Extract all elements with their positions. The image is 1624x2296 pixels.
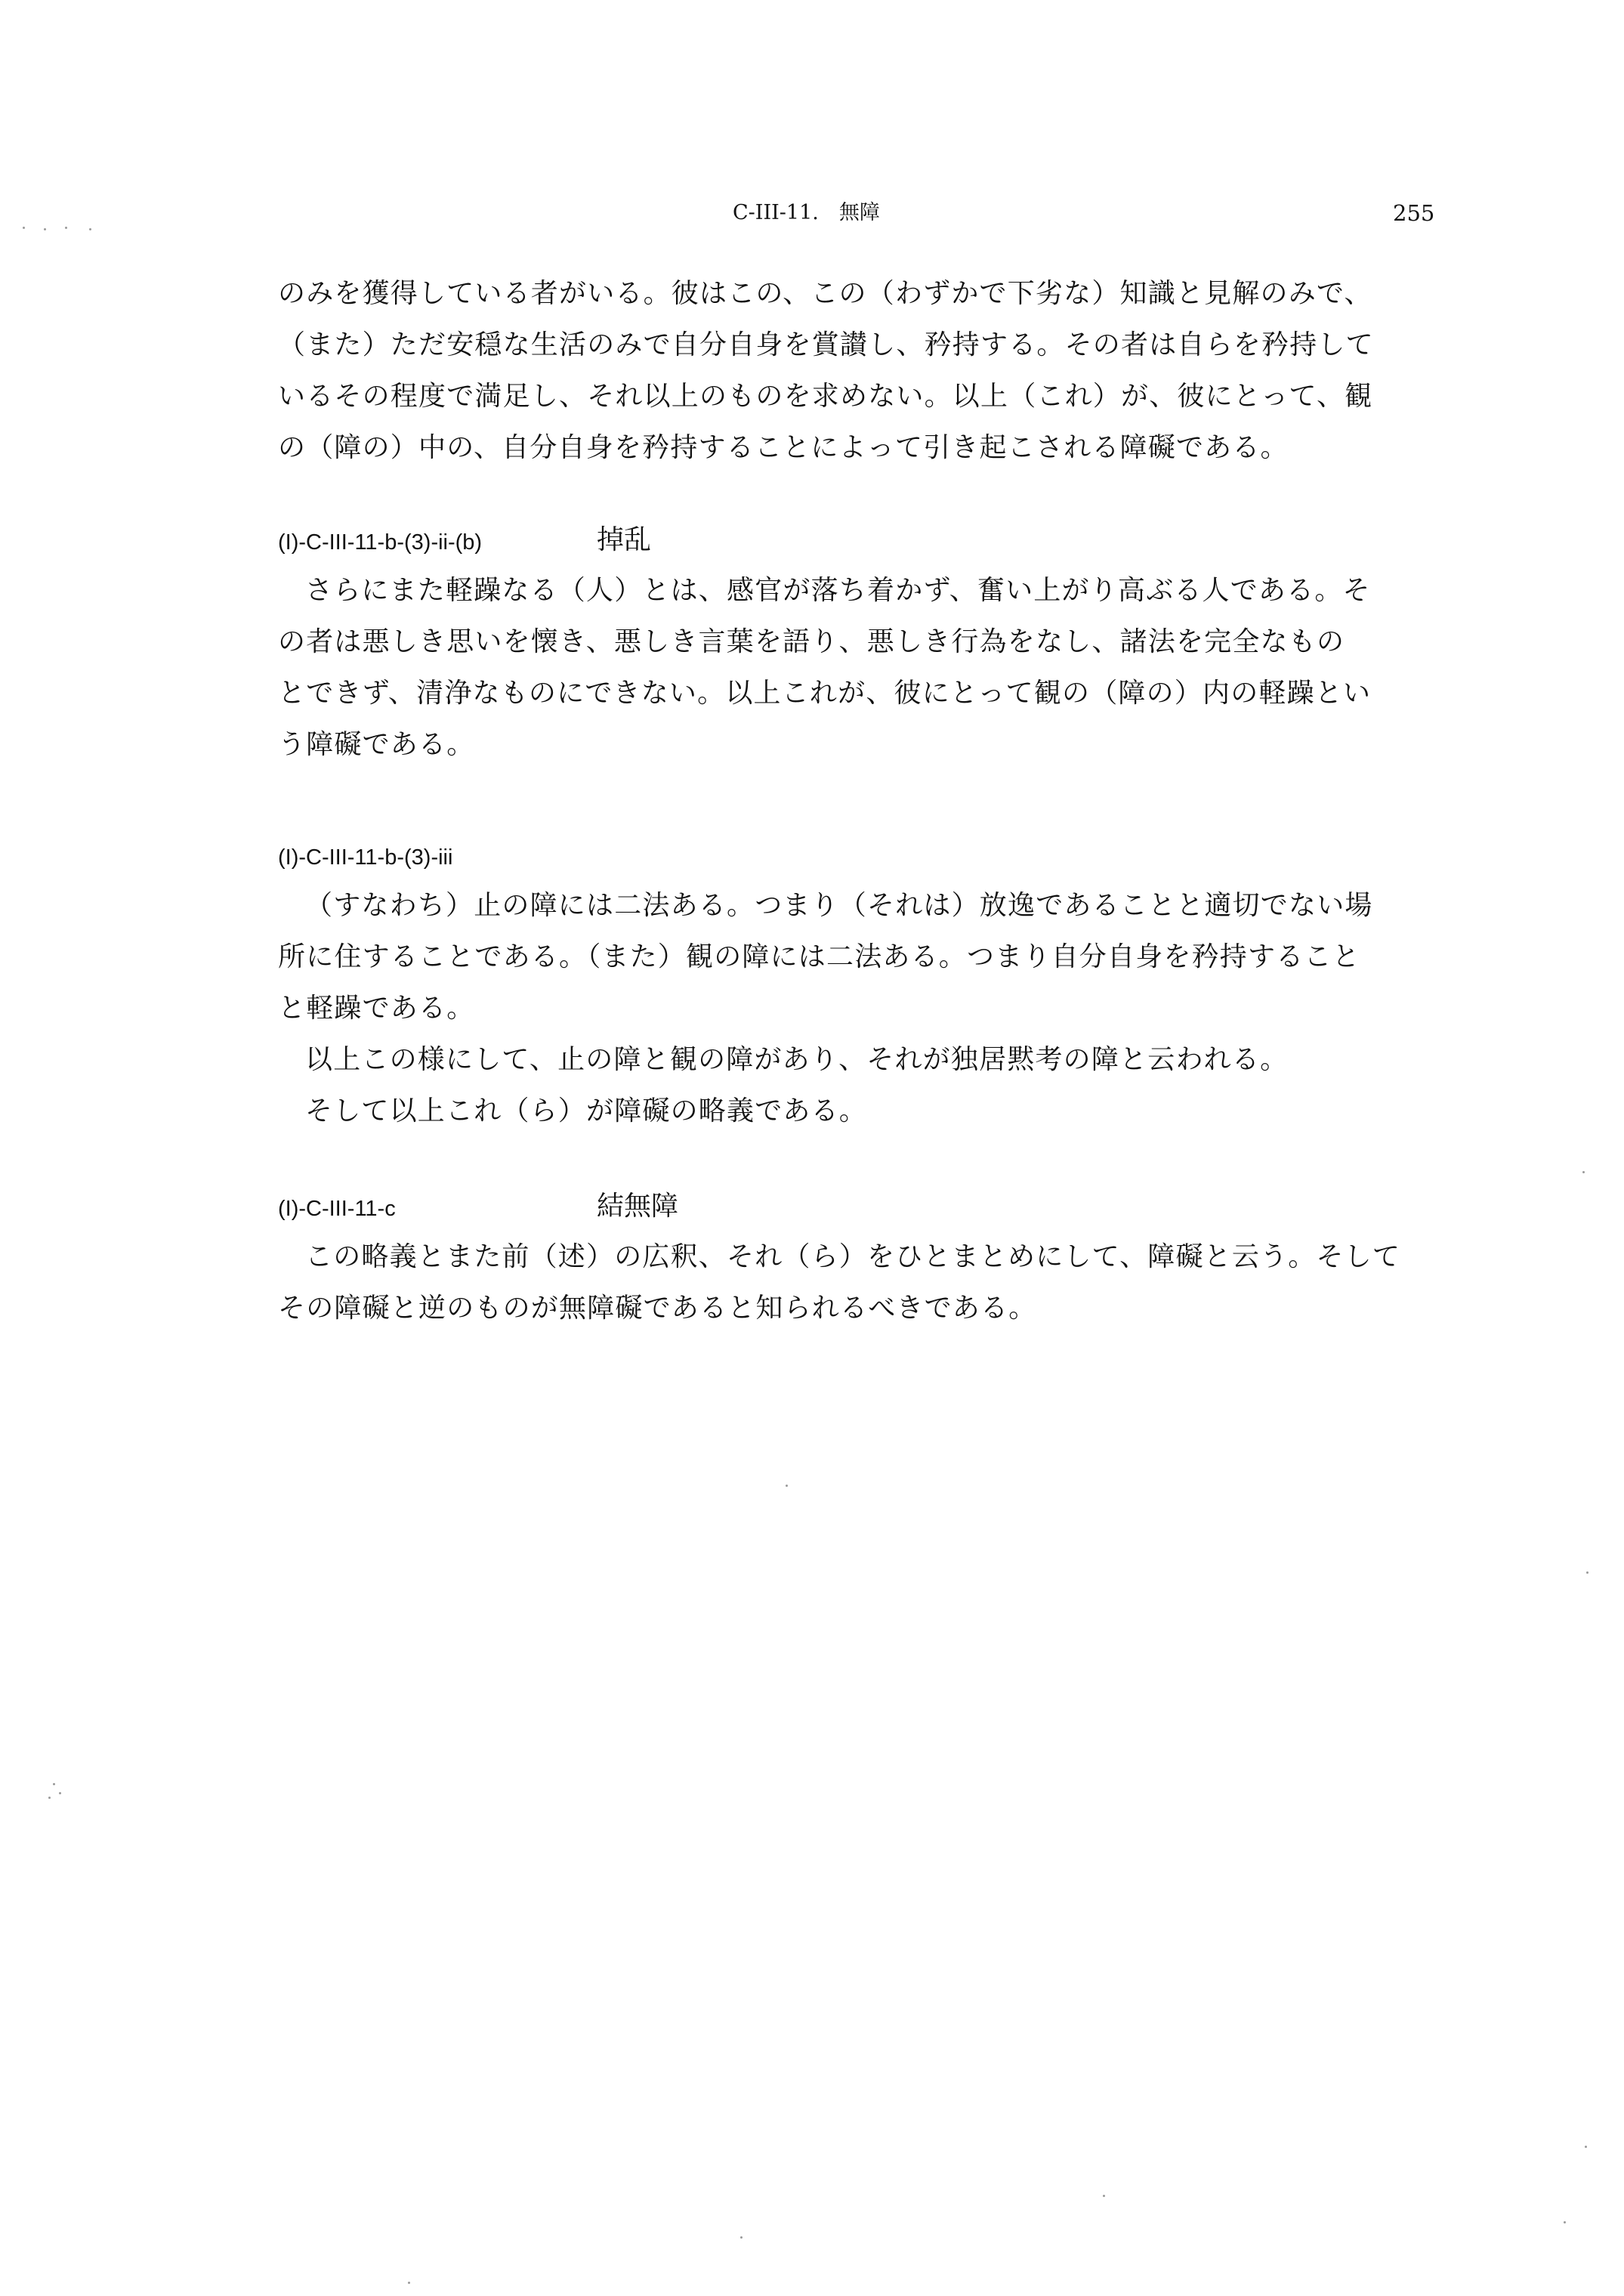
intro-paragraph	[278, 268, 1426, 474]
section-title: 結無障	[597, 1191, 679, 1222]
section-heading	[278, 835, 1426, 880]
text-line: う障礙である。	[278, 729, 475, 760]
text-line: のみを獲得している者がいる。彼はこの、この（わずかで下劣な）知識と見解のみで、	[278, 278, 1372, 309]
text-line: とできず、清浄なものにできない。以上これが、彼にとって観の（障の）内の軽躁とい	[278, 678, 1372, 709]
text-line: いるその程度で満足し、それ以上のものを求めない。以上（これ）が、彼にとって、観	[278, 381, 1373, 412]
running-header	[0, 198, 1624, 236]
page-number: 255	[1393, 200, 1435, 226]
section-code: (I)-C-III-11-c	[278, 1197, 396, 1221]
text-line: この略義とまた前（述）の広釈、それ（ら）をひとまとめにして、障礙と云う。そして	[305, 1241, 1401, 1272]
text-line: の者は悪しき思いを懐き、悪しき言葉を語り、悪しき行為をなし、諸法を完全なもの	[278, 626, 1345, 657]
section-conclusion	[278, 1186, 1426, 1334]
header-title: C-III-11. 無障	[733, 201, 880, 224]
text-line: そして以上これ（ら）が障礙の略義である。	[305, 1095, 868, 1126]
text-line: （また）ただ安穏な生活のみで自分自身を賞讃し、矜持する。その者は自らを矜持して	[278, 329, 1374, 360]
text-line: 以上この様にして、止の障と観の障があり、それが独居黙考の障と云われる。	[305, 1044, 1289, 1075]
section-restlessness	[278, 520, 1426, 771]
section-summary-obstacles	[278, 835, 1426, 1137]
text-line: さらにまた軽躁なる（人）とは、感官が落ち着かず、奮い上がり高ぶる人である。そ	[305, 575, 1371, 606]
section-title: 掉乱	[597, 524, 652, 555]
section-code: (I)-C-III-11-b-(3)-iii	[278, 845, 453, 870]
section-heading	[278, 520, 1426, 565]
text-line: と軽躁である。	[278, 993, 475, 1024]
section-heading	[278, 1186, 1426, 1231]
text-line: その障礙と逆のものが無障礙であると知られるべきである。	[278, 1293, 1037, 1324]
text-line: （すなわち）止の障には二法ある。つまり（それは）放逸であることと適切でない場	[305, 890, 1373, 921]
text-line: 所に住することである。（また）観の障には二法ある。つまり自分自身を矜持すること	[278, 941, 1360, 972]
text-line: の（障の）中の、自分自身を矜持することによって引き起こされる障礙である。	[278, 432, 1289, 463]
section-code: (I)-C-III-11-b-(3)-ii-(b)	[278, 530, 483, 555]
